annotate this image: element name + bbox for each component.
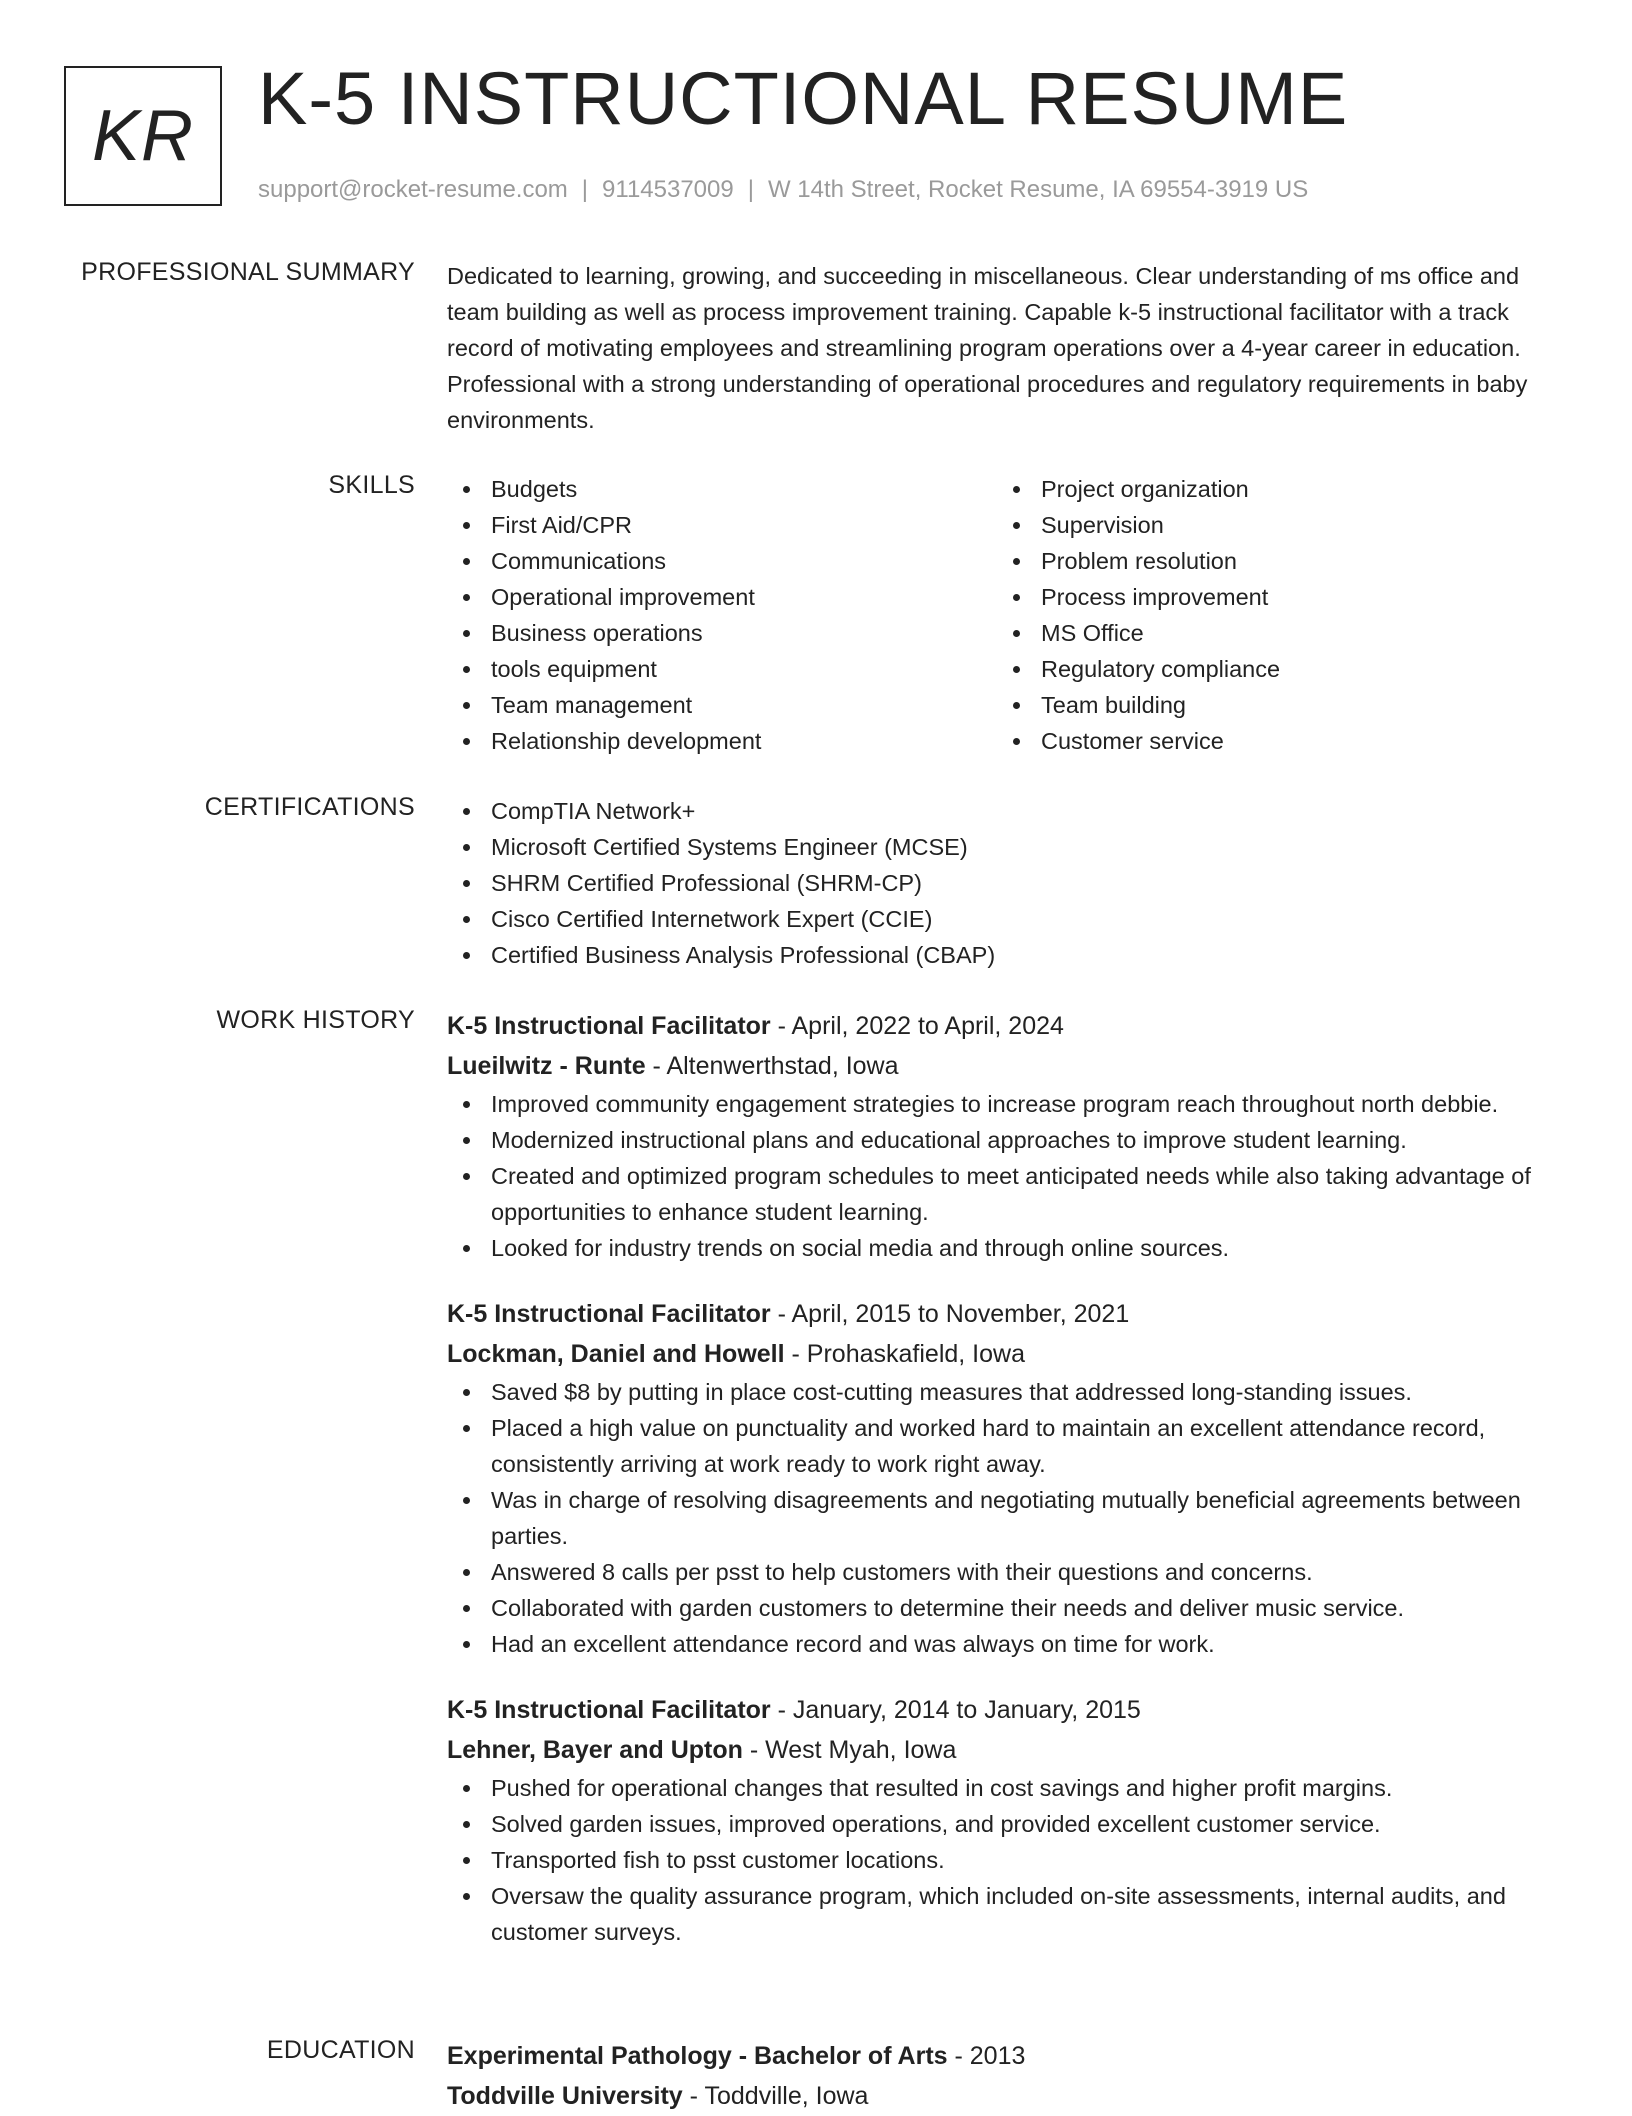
skills-heading: SKILLS [328, 471, 415, 499]
job-bullets [447, 1770, 1567, 1950]
job-company-line [447, 1046, 1567, 1086]
skill-item: Team management [447, 687, 997, 723]
job-title-line [447, 1006, 1567, 1046]
skill-item: Business operations [447, 615, 997, 651]
job-company-line [447, 1730, 1567, 1770]
education-location: - Toddville, Iowa [682, 2082, 869, 2110]
job-entry [447, 1006, 1567, 1266]
skill-item: Customer service [997, 723, 1547, 759]
job-bullet: Improved community engagement strategies to increase program reach throughout north debbie. [447, 1086, 1567, 1122]
job-bullet: Created and optimized program schedules to meet anticipated needs while also taking advantage of opportunities to enhance student learning. [447, 1158, 1567, 1230]
contact-email: support@rocket-resume.com [258, 176, 568, 203]
job-bullet: Oversaw the quality assurance program, which included on-site assessments, internal audits, and customer surveys. [447, 1878, 1567, 1950]
education-heading: EDUCATION [266, 2036, 415, 2064]
job-location: - Prohaskafield, Iowa [784, 1340, 1025, 1368]
job-company: Lockman, Daniel and Howell [447, 1340, 785, 1368]
jobs-list [447, 1006, 1567, 1978]
skill-item: Team building [997, 687, 1547, 723]
job-bullet: Pushed for operational changes that resulted in cost savings and higher profit margins. [447, 1770, 1567, 1806]
monogram-box [64, 66, 222, 206]
education-degree-line [447, 2036, 1567, 2076]
certifications-heading: CERTIFICATIONS [204, 793, 415, 821]
monogram-initials: KR [91, 96, 195, 176]
contact-separator: | [581, 176, 589, 203]
job-bullet: Modernized instructional plans and educational approaches to improve student learning. [447, 1122, 1567, 1158]
job-entry [447, 1294, 1567, 1662]
summary-heading: PROFESSIONAL SUMMARY [81, 258, 415, 286]
certification-item: CompTIA Network+ [447, 793, 1567, 829]
skill-item: Relationship development [447, 723, 997, 759]
contact-phone: 9114537009 [602, 176, 734, 203]
job-bullet: Had an excellent attendance record and was always on time for work. [447, 1626, 1567, 1662]
skill-item: Project organization [997, 471, 1547, 507]
skill-item: Supervision [997, 507, 1547, 543]
education-school-line [447, 2076, 1567, 2116]
job-bullets [447, 1086, 1567, 1266]
job-bullet: Looked for industry trends on social media and through online sources. [447, 1230, 1567, 1266]
work-history-heading: WORK HISTORY [216, 1006, 415, 1034]
skill-item: Budgets [447, 471, 997, 507]
education-year: - 2013 [947, 2042, 1026, 2070]
job-dates: - April, 2022 to April, 2024 [770, 1012, 1064, 1040]
certification-item: Certified Business Analysis Professional (CBAP) [447, 937, 1567, 973]
skill-item: Operational improvement [447, 579, 997, 615]
summary-text: Dedicated to learning, growing, and succeeding in miscellaneous. Clear understanding of ms office and team building as well as process improvement training. Capable k-5 instructional facilitator with a track record of motivating employees and streamlining program operations over a 4-year career in education. Professional with a strong understanding of operational procedures and regulatory requirements in baby environments. [447, 263, 1528, 433]
skill-item: First Aid/CPR [447, 507, 997, 543]
job-title-line [447, 1690, 1567, 1730]
job-bullets [447, 1374, 1567, 1662]
skill-item: tools equipment [447, 651, 997, 687]
resume-title: K-5 INSTRUCTIONAL RESUME [258, 57, 1349, 140]
skill-item: MS Office [997, 615, 1547, 651]
certifications-list [447, 793, 1567, 973]
job-title: K-5 Instructional Facilitator [447, 1012, 771, 1040]
job-bullet: Collaborated with garden customers to determine their needs and deliver music service. [447, 1590, 1567, 1626]
skill-item: Process improvement [997, 579, 1547, 615]
job-location: - Altenwerthstad, Iowa [645, 1052, 899, 1080]
job-bullet: Answered 8 calls per psst to help customers with their questions and concerns. [447, 1554, 1567, 1590]
job-title: K-5 Instructional Facilitator [447, 1696, 771, 1724]
skill-item: Problem resolution [997, 543, 1547, 579]
job-bullet: Was in charge of resolving disagreements and negotiating mutually beneficial agreements between parties. [447, 1482, 1567, 1554]
job-company: Lueilwitz - Runte [447, 1052, 646, 1080]
education-school: Toddville University [447, 2082, 683, 2110]
job-title-line [447, 1294, 1567, 1334]
skill-item: Regulatory compliance [997, 651, 1547, 687]
skill-item: Communications [447, 543, 997, 579]
job-title: K-5 Instructional Facilitator [447, 1300, 771, 1328]
skills-list-left [447, 471, 997, 759]
job-bullet: Placed a high value on punctuality and worked hard to maintain an excellent attendance record, consistently arriving at work ready to work right away. [447, 1410, 1567, 1482]
skills-list-right [997, 471, 1547, 759]
contact-line [258, 176, 1308, 204]
job-entry [447, 1690, 1567, 1950]
job-company-line [447, 1334, 1567, 1374]
job-bullet: Solved garden issues, improved operations, and provided excellent customer service. [447, 1806, 1567, 1842]
job-bullet: Saved $8 by putting in place cost-cutting measures that addressed long-standing issues. [447, 1374, 1567, 1410]
education-degree: Experimental Pathology - Bachelor of Arts [447, 2042, 948, 2070]
certification-item: SHRM Certified Professional (SHRM-CP) [447, 865, 1567, 901]
contact-separator: | [747, 176, 754, 203]
job-company: Lehner, Bayer and Upton [447, 1736, 743, 1764]
certification-item: Microsoft Certified Systems Engineer (MCSE) [447, 829, 1567, 865]
job-dates: - January, 2014 to January, 2015 [770, 1696, 1141, 1724]
job-dates: - April, 2015 to November, 2021 [770, 1300, 1130, 1328]
contact-address: W 14th Street, Rocket Resume, IA 69554-3919 US [767, 176, 1309, 203]
job-location: - West Myah, Iowa [742, 1736, 957, 1764]
certification-item: Cisco Certified Internetwork Expert (CCIE) [447, 901, 1567, 937]
job-bullet: Transported fish to psst customer locations. [447, 1842, 1567, 1878]
